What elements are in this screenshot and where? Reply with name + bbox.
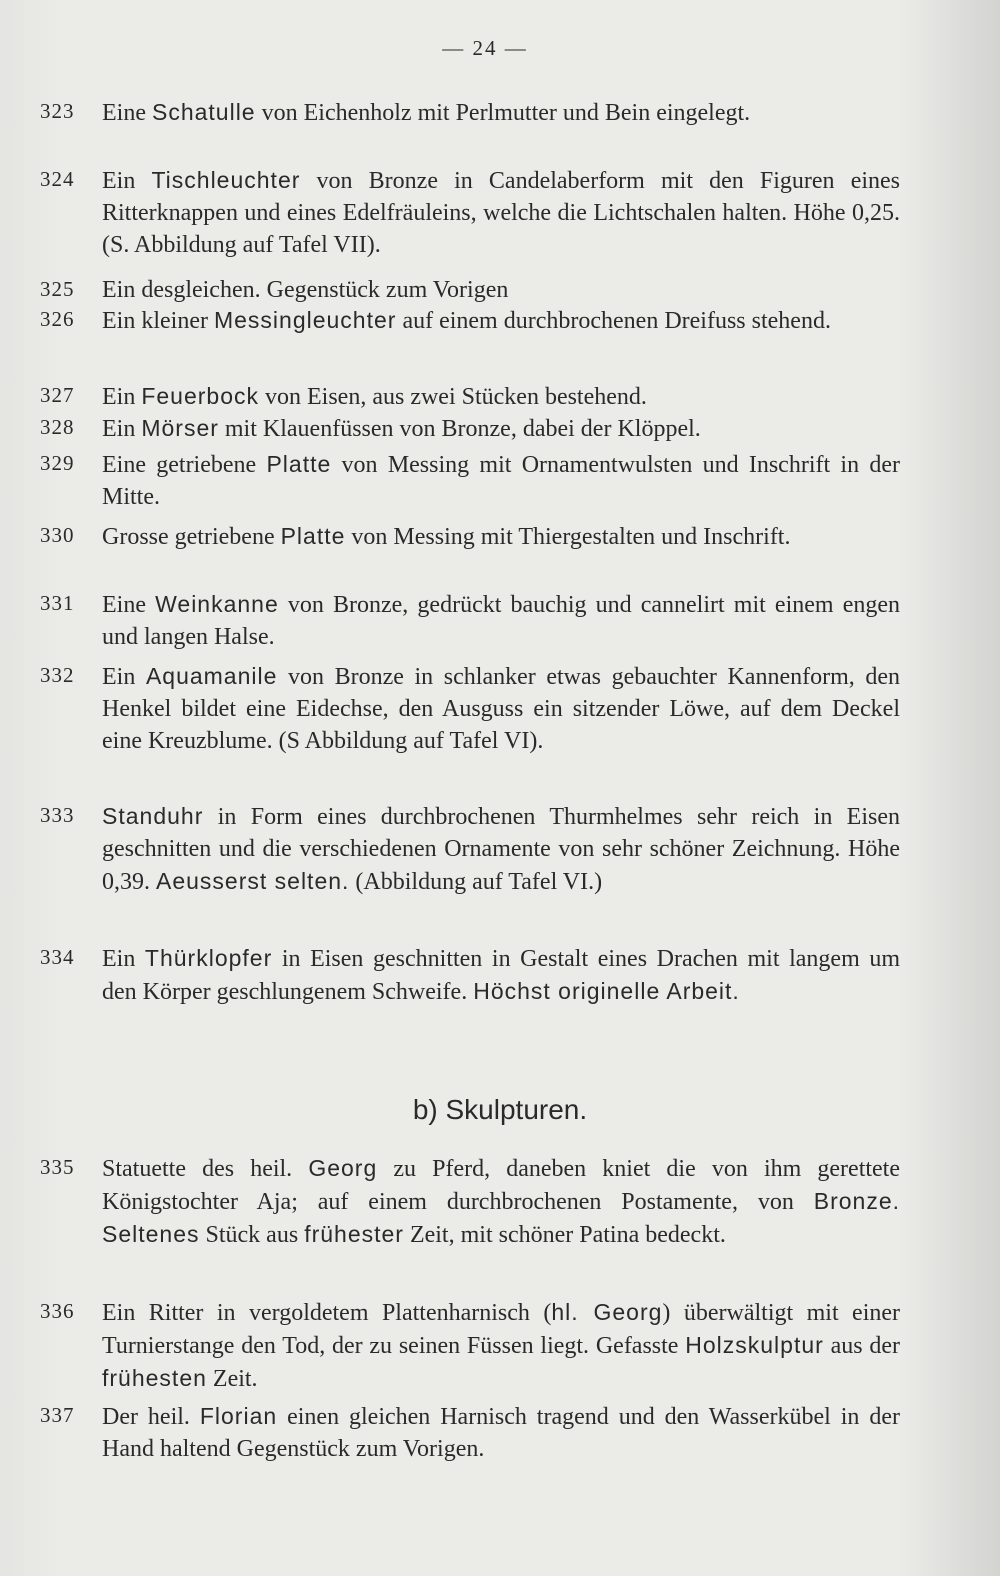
entry-text	[102, 412, 900, 445]
entry-keyword: Messingleuchter	[213, 307, 397, 333]
entry-text	[102, 96, 900, 129]
entry-text-part: Ein	[102, 946, 145, 972]
entry-text	[102, 800, 900, 898]
entry-keyword: Platte	[266, 451, 332, 477]
catalog-entry	[40, 1400, 900, 1465]
entry-number: 331	[40, 591, 75, 615]
page-number: — 24 —	[442, 36, 528, 60]
entry-number: 330	[40, 523, 75, 547]
entry-text-part: von Messing mit Ornamentwulsten und Inschrift in der Mitte.	[102, 452, 900, 510]
catalog-entry	[40, 942, 900, 1008]
entry-number: 325	[40, 277, 75, 301]
entry-keyword: Platte	[280, 523, 346, 549]
entry-text	[102, 448, 900, 513]
entry-keyword: Georg	[308, 1155, 378, 1181]
entry-text-part: Ein	[102, 168, 152, 194]
entry-text	[102, 380, 900, 413]
entry-text-part: Der heil.	[102, 1404, 200, 1430]
catalog-entry	[40, 164, 900, 261]
entry-keyword: Aeusserst selten.	[156, 868, 350, 894]
entry-text-part: aus der	[823, 1333, 900, 1359]
entry-text-part: Ein desgleichen. Gegenstück zum Vorigen	[102, 277, 509, 303]
entry-text-part: Grosse getriebene	[102, 524, 281, 550]
entry-text-part: Statuette des heil.	[102, 1156, 309, 1182]
entry-text	[102, 588, 900, 653]
catalog-entry	[40, 380, 900, 413]
entry-text	[102, 942, 900, 1008]
entry-number: 332	[40, 663, 75, 687]
entry-text-part: von Bronze in schlanker etwas gebauchter Kannenform, den Henkel bildet eine Eidechse, den Ausguss ein sitzender Löwe, auf dem Deckel eine Kreuzblume. (S Abbildung auf Tafel VI).	[102, 664, 900, 754]
entry-text-part: von Messing mit Thiergestalten und Inschrift.	[345, 524, 791, 550]
entry-text	[102, 520, 900, 553]
entry-text-part: Ein Ritter in vergoldetem Plattenharnisch (	[102, 1300, 552, 1326]
entry-text-part: ) überwältigt mit einer Turnierstange den Tod, der zu seinen Füssen liegt. Gefasste	[102, 1300, 901, 1359]
entry-keyword: Tischleuchter	[151, 167, 301, 193]
entry-keyword: frühester	[304, 1221, 404, 1247]
catalog-entry	[40, 1296, 900, 1395]
catalog-entry	[40, 520, 900, 553]
entry-text	[102, 274, 900, 306]
entry-text-part: Ein	[102, 416, 142, 442]
entry-keyword: Bronze. Seltenes	[102, 1188, 900, 1247]
entry-text	[102, 304, 900, 337]
entry-number: 336	[40, 1299, 75, 1323]
entry-text	[102, 1152, 900, 1251]
entry-keyword: Thürklopfer	[144, 945, 273, 971]
entry-keyword: Höchst originelle Arbeit.	[473, 978, 740, 1004]
entry-number: 329	[40, 451, 75, 475]
entry-keyword: Feuerbock	[141, 383, 259, 409]
entry-text	[102, 164, 900, 261]
entry-text-part: von Eisen, aus zwei Stücken bestehend.	[259, 384, 647, 410]
entry-text-part: Stück aus	[199, 1222, 305, 1248]
entry-keyword: hl. Georg	[551, 1299, 663, 1325]
entry-text	[102, 1400, 900, 1465]
catalog-entry	[40, 96, 900, 129]
catalog-entry	[40, 800, 900, 898]
catalog-entry	[40, 274, 900, 306]
entry-text-part: Zeit, mit schöner Patina bedeckt.	[403, 1222, 726, 1248]
entry-number: 326	[40, 307, 75, 331]
entry-number: 323	[40, 99, 75, 123]
entry-keyword: Standuhr	[102, 803, 204, 829]
entry-number: 337	[40, 1403, 75, 1427]
entry-text-part: Ein	[102, 384, 142, 410]
catalog-entry	[40, 448, 900, 513]
entry-text-part: in Form eines durchbrochenen Thurmhelmes sehr reich in Eisen geschnitten und die verschiedenen Ornamente von sehr schöner Zeichnung. Höhe 0,39.	[102, 804, 900, 895]
entry-text-part: einen gleichen Harnisch tragend und den Wasserkübel in der Hand haltend Gegenstück zum Vorigen.	[102, 1404, 900, 1462]
entry-text-part: Eine	[102, 100, 152, 126]
entry-number: 333	[40, 803, 75, 827]
entry-text-part: Zeit.	[206, 1366, 258, 1392]
catalog-entry	[40, 412, 900, 445]
entry-text-part: Eine getriebene	[102, 452, 267, 478]
entry-text-part: von Bronze, gedrückt bauchig und cannelirt mit einem engen und langen Halse.	[102, 592, 900, 650]
entry-text-part: in Eisen geschnitten in Gestalt eines Drachen mit langem um den Körper geschlungenem Schweife.	[102, 946, 901, 1005]
entry-number: 334	[40, 945, 75, 969]
entry-number: 327	[40, 383, 75, 407]
entry-text-part: Eine	[102, 592, 156, 618]
entry-text-part: Ein	[102, 664, 146, 690]
entry-text-part: Ein kleiner	[102, 308, 214, 334]
entry-number: 328	[40, 415, 75, 439]
entry-keyword: Aquamanile	[145, 663, 278, 689]
entry-text-part: von Bronze in Candelaberform mit den Figuren eines Ritterknappen und eines Edelfräuleins, welche die Lichtschalen halten. Höhe 0,25. (S. Abbildung auf Tafel VII).	[102, 168, 901, 258]
entry-keyword: frühesten	[102, 1365, 207, 1391]
entry-keyword: Mörser	[141, 415, 219, 441]
section-heading: b) Skulpturen.	[412, 1094, 588, 1125]
entry-keyword: Florian	[199, 1403, 278, 1429]
entry-text-part: mit Klauenfüssen von Bronze, dabei der Klöppel.	[218, 416, 701, 442]
entry-number: 335	[40, 1155, 75, 1179]
entry-text-part: (Abbildung auf Tafel VI.)	[349, 869, 603, 895]
entry-text-part: auf einem durchbrochenen Dreifuss stehend.	[396, 308, 831, 334]
entry-number: 324	[40, 167, 75, 191]
entry-text	[102, 660, 900, 757]
entry-text	[102, 1296, 900, 1395]
entry-text-part: von Eichenholz mit Perlmutter und Bein eingelegt.	[255, 100, 751, 126]
entry-keyword: Holzskulptur	[685, 1332, 824, 1358]
catalog-entry	[40, 304, 900, 337]
catalog-entry	[40, 660, 900, 757]
entry-keyword: Schatulle	[151, 99, 256, 125]
entry-keyword: Weinkanne	[155, 591, 279, 617]
catalog-entry	[40, 588, 900, 653]
catalog-entry	[40, 1152, 900, 1251]
entry-text-part: zu Pferd, daneben kniet die von ihm gerettete Königstochter Aja; auf einem durchbrochenen Postamente, von	[102, 1156, 901, 1215]
